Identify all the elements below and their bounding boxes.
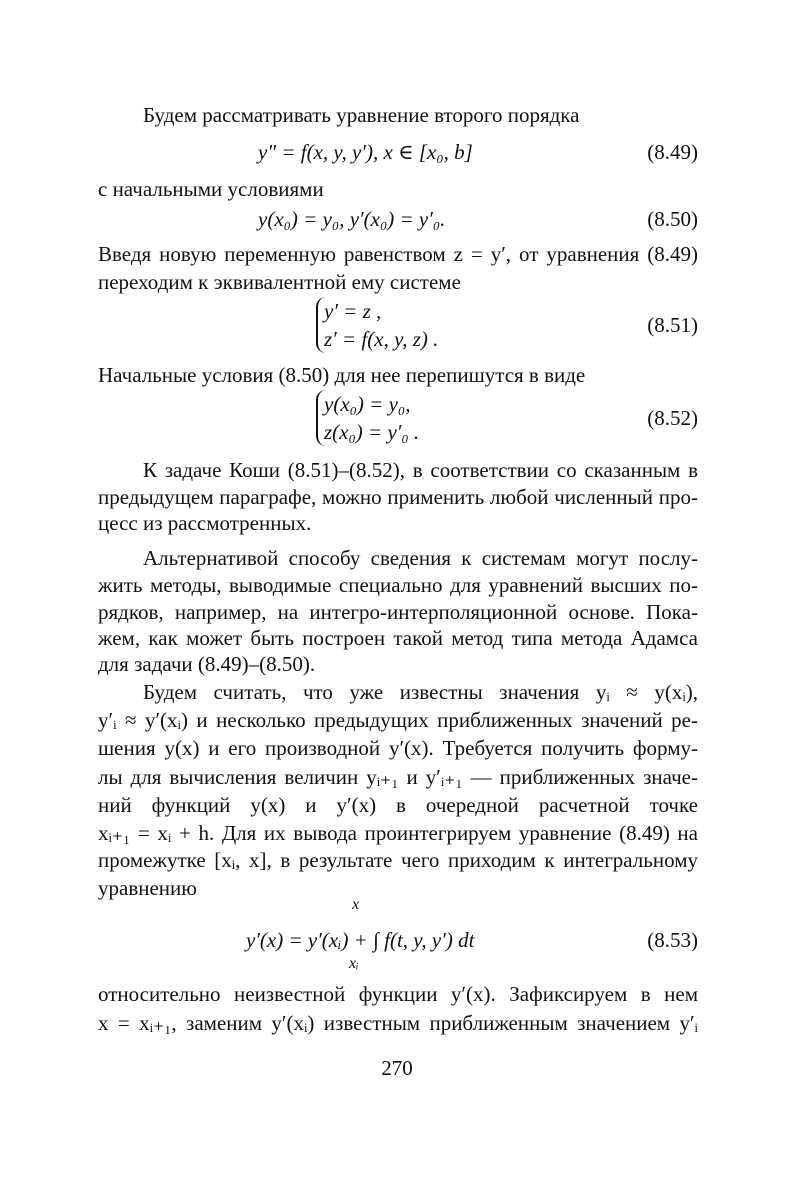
equation-number: (8.51): [647, 313, 698, 337]
equation-8-51: [316, 297, 438, 353]
equation-number: (8.49): [647, 140, 698, 164]
page-number: 270: [381, 1056, 413, 1080]
equation-8-50: y(x₀) = y₀, y′(x₀) = y′₀.: [258, 207, 446, 231]
text-line: уравнению: [98, 876, 197, 900]
text-line: y′ᵢ ≈ y′(xᵢ) и несколько предыдущих приближенных значений ре-: [98, 708, 698, 732]
system-line: z(x₀) = y′₀ .: [324, 420, 420, 444]
text-line: Альтернативой способу сведения к системам могут послу-: [143, 546, 698, 570]
equation-number: (8.52): [647, 406, 698, 430]
text-line: цесс из рассмотренных.: [98, 511, 312, 535]
integral-upper-limit: x: [352, 896, 360, 913]
equation-number: (8.53): [647, 928, 698, 952]
system-line: y(x₀) = y₀,: [324, 392, 411, 416]
equation-8-52: [316, 390, 419, 446]
text-line: предыдущем параграфе, можно применить любой численный про-: [98, 485, 698, 509]
text-line: переходим к эквивалентной ему системе: [98, 270, 461, 294]
text-line: x = xᵢ₊₁, заменим y′(xᵢ) известным приближенным значением y′ᵢ: [98, 1011, 698, 1035]
text-line: К задаче Коши (8.51)–(8.52), в соответствии со сказанным в: [143, 458, 698, 482]
text-line: ний функций y(x) и y′(x) в очередной расчетной точке: [98, 793, 698, 817]
text-line: рядков, например, на интегро-интерполяционной основе. Пока-: [98, 600, 698, 624]
text-line: Начальные условия (8.50) для нее перепишутся в виде: [98, 363, 586, 387]
text-line: относительно неизвестной функции y′(x). Зафиксируем в нем: [98, 982, 698, 1006]
text-line: xᵢ₊₁ = xᵢ + h. Для их вывода проинтегрируем уравнение (8.49) на: [98, 821, 698, 845]
equation-number: (8.50): [647, 207, 698, 231]
text-line: жем, как может быть построен такой метод типа метода Адамса: [98, 626, 698, 650]
equation-8-49: y″ = f(x, y, y′), x ∈ [x₀, b]: [258, 140, 473, 164]
text-line: для задачи (8.49)–(8.50).: [98, 652, 316, 676]
text-line: с начальными условиями: [98, 177, 324, 201]
text-line: жить методы, выводимые специально для уравнений высших по-: [98, 573, 698, 597]
text-line: Введя новую переменную равенством z = y′, от уравнения (8.49): [98, 242, 698, 266]
text-line: промежутке [xᵢ, x], в результате чего приходим к интегральному: [98, 848, 698, 872]
text-line: лы для вычисления величин yᵢ₊₁ и y′ᵢ₊₁ — приближенных значе-: [98, 765, 698, 789]
text-line: Будем считать, что уже известны значения yᵢ ≈ y(xᵢ),: [143, 680, 698, 704]
text-line: Будем рассматривать уравнение второго порядка: [143, 103, 580, 127]
system-line: y′ = z ,: [324, 299, 382, 323]
equation-8-53: y′(x) = y′(xᵢ) + ∫ f(t, y, y′) dt: [246, 928, 475, 952]
integral-lower-limit: xᵢ: [349, 955, 359, 972]
text-line: шения y(x) и его производной y′(x). Требуется получить форму-: [98, 736, 698, 760]
system-line: z′ = f(x, y, z) .: [324, 327, 439, 351]
